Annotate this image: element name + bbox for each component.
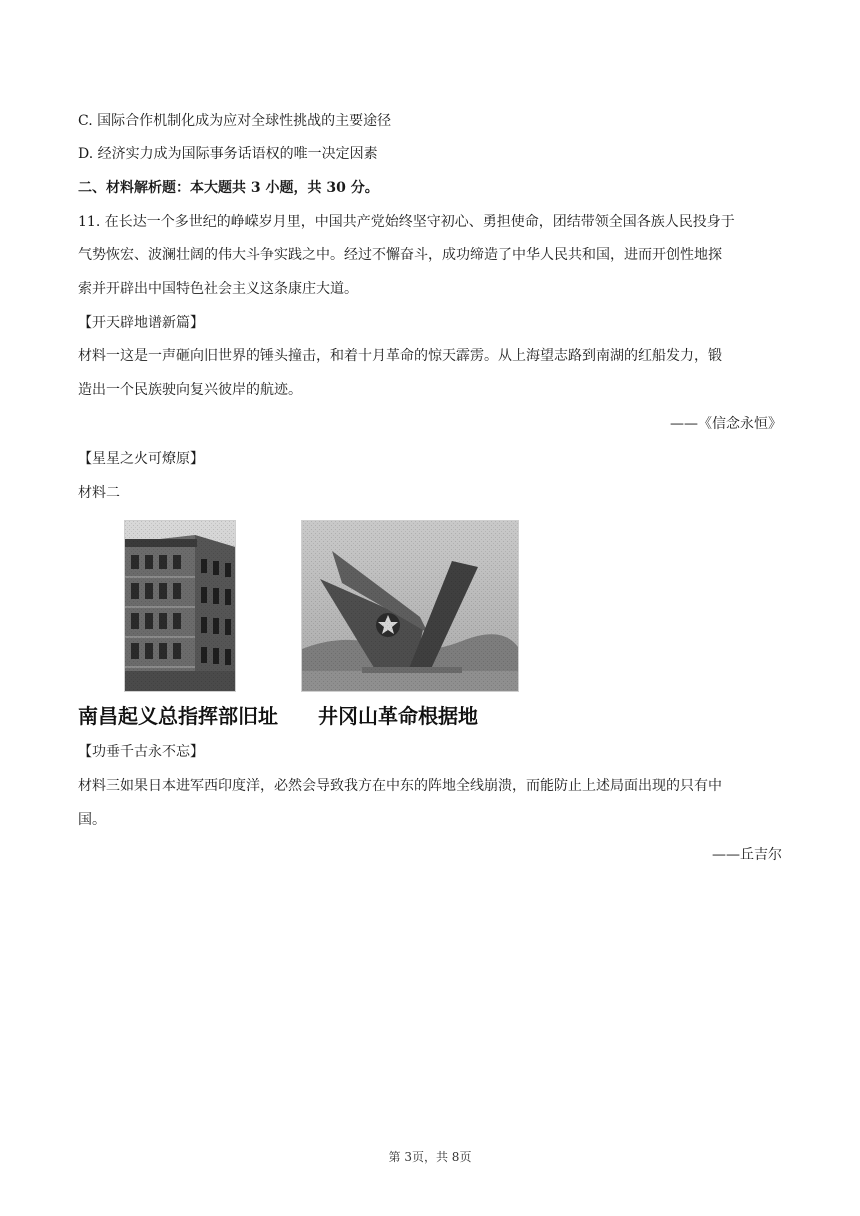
material-1-line-2: 造出一个民族驶向复兴彼岸的航迹。 xyxy=(78,382,302,398)
part1-heading: 【开天辟地谱新篇】 xyxy=(78,315,204,331)
part3-heading: 【功垂千古永不忘】 xyxy=(78,744,204,760)
material-2-label: 材料二 xyxy=(78,485,120,501)
section-heading: 二、材料解析题：本大题共 3 小题，共 30 分。 xyxy=(78,180,379,196)
material-3-line-2: 国。 xyxy=(78,812,106,828)
photo-caption-jinggangshan: 井冈山革命根据地 xyxy=(318,704,478,728)
material-3-line-1: 材料三如果日本进军西印度洋，必然会导致我方在中东的阵地全线崩溃，而能防止上述局面出现的只有中 xyxy=(78,778,722,794)
photo-caption-nanchang: 南昌起义总指挥部旧址 xyxy=(78,704,278,728)
option-c: C. 国际合作机制化成为应对全球性挑战的主要途径 xyxy=(78,113,392,129)
option-d: D. 经济实力成为国际事务话语权的唯一决定因素 xyxy=(78,146,378,162)
material-1-source: ——《信念永恒》 xyxy=(670,416,782,432)
question-11-line-1: 11. 在长达一个多世纪的峥嵘岁月里，中国共产党始终坚守初心、勇担使命，团结带领全国各族人民投身于 xyxy=(78,214,735,230)
jinggangshan-monument-photo xyxy=(301,520,519,692)
material-3-source: ——丘吉尔 xyxy=(712,847,782,863)
nanchang-headquarters-photo xyxy=(124,520,236,692)
part2-heading: 【星星之火可燎原】 xyxy=(78,451,204,467)
material-1-line-1: 材料一这是一声砸向旧世界的锤头撞击，和着十月革命的惊天霹雳。从上海望志路到南湖的红船发力，锻 xyxy=(78,348,722,364)
page-footer: 第 3页，共 8页 xyxy=(388,1150,472,1164)
question-11-line-3: 索并开辟出中国特色社会主义这条康庄大道。 xyxy=(78,281,358,297)
question-11-line-2: 气势恢宏、波澜壮阔的伟大斗争实践之中。经过不懈奋斗，成功缔造了中华人民共和国，进而开创性地探 xyxy=(78,247,722,263)
